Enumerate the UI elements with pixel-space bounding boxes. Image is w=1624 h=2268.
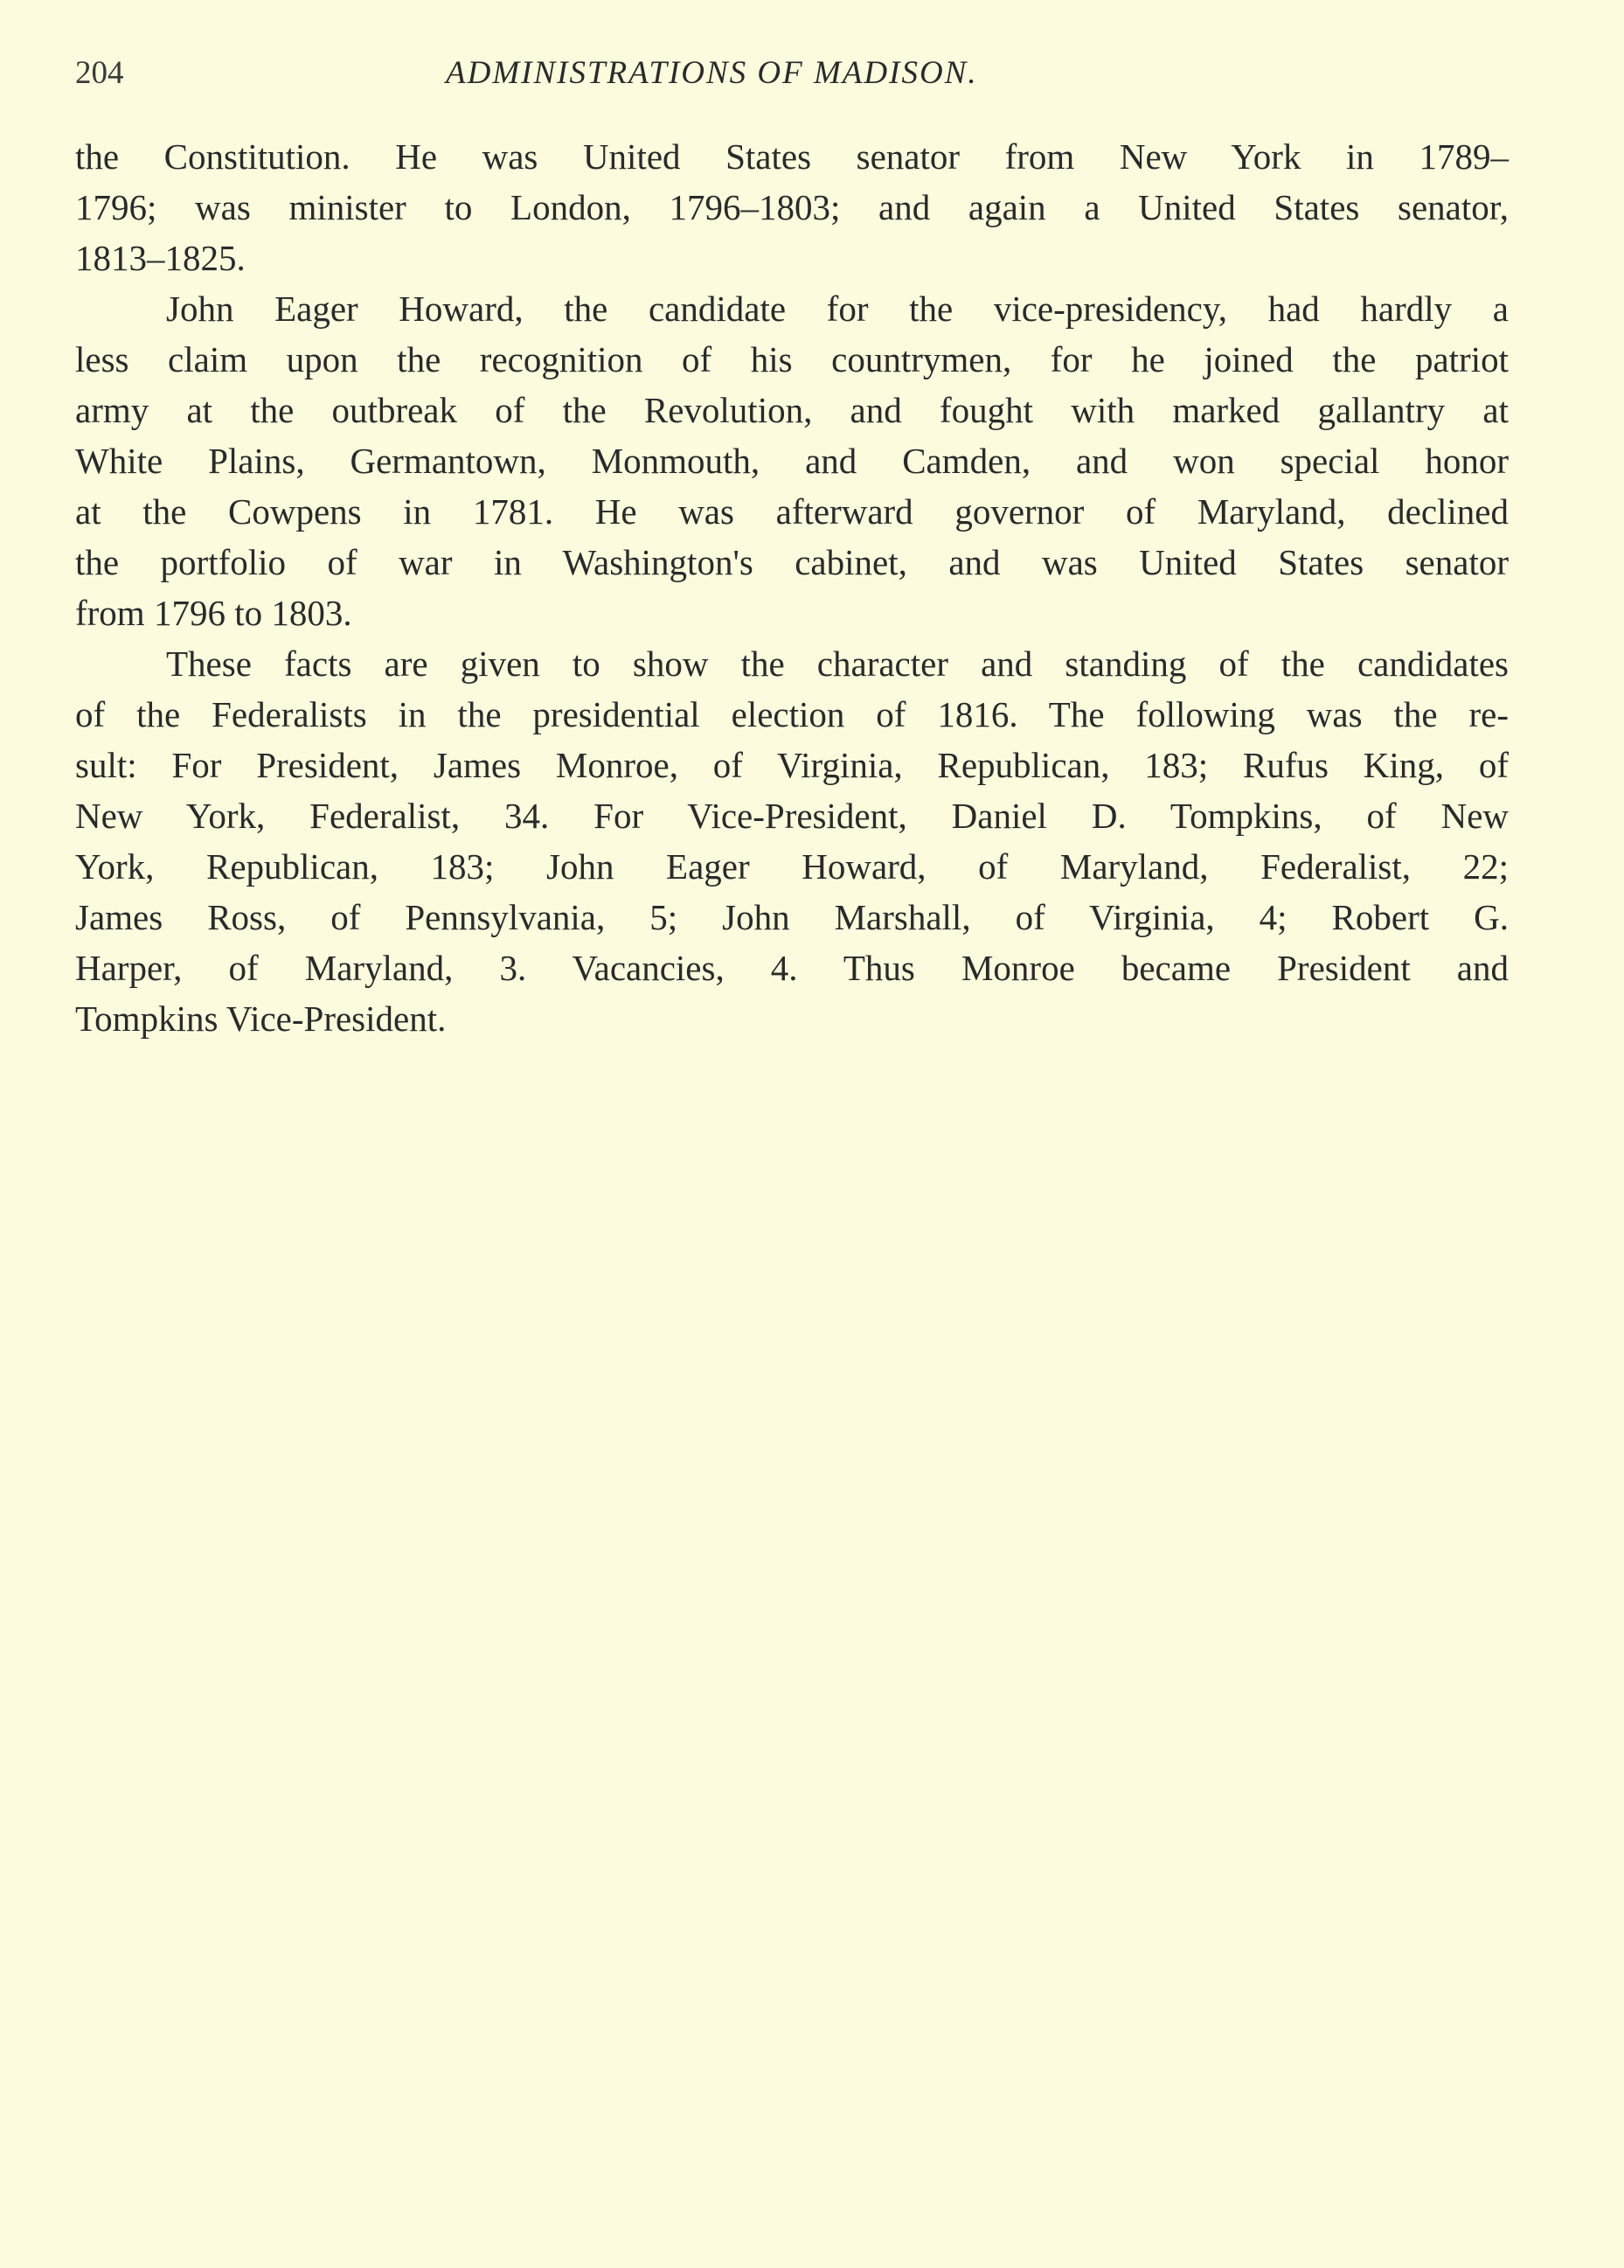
text-line: Harper, of Maryland, 3. Vacancies, 4. Thus Monroe became President and (75, 948, 1509, 988)
text-line: York, Republican, 183; John Eager Howard, of Maryland, Federalist, 22; (75, 846, 1509, 887)
text-line: the portfolio of war in Washington's cabinet, and was United States senator (75, 542, 1509, 582)
text-line: Tompkins Vice-President. (75, 998, 447, 1039)
page-number: 204 (75, 55, 124, 91)
text-line: John Eager Howard, the candidate for the vice-presidency, had hardly a (166, 289, 1509, 329)
paragraph-2 (75, 283, 1509, 638)
text-line: the Constitution. He was United States senator from New York in 1789– (75, 136, 1509, 177)
paragraph-1 (75, 131, 1509, 283)
text-line: army at the outbreak of the Revolution, and fought with marked gallantry at (75, 390, 1509, 430)
running-head (75, 54, 1509, 98)
paragraph-3 (75, 638, 1509, 1044)
text-line: These facts are given to show the character and standing of the candidates (166, 644, 1509, 684)
text-line: of the Federalists in the presidential election of 1816. The following was the re- (75, 694, 1509, 734)
text-line: from 1796 to 1803. (75, 593, 352, 633)
running-title: ADMINISTRATIONS OF MADISON. (446, 55, 978, 91)
body-text (75, 131, 1509, 1044)
text-line: less claim upon the recognition of his countrymen, for he joined the patriot (75, 339, 1509, 379)
text-line: 1796; was minister to London, 1796–1803; and again a United States senator, (75, 187, 1509, 227)
text-line: White Plains, Germantown, Monmouth, and Camden, and won special honor (75, 441, 1509, 481)
text-line: 1813–1825. (75, 238, 246, 278)
text-line: at the Cowpens in 1781. He was afterward governor of Maryland, declined (75, 491, 1509, 532)
text-line: James Ross, of Pennsylvania, 5; John Marshall, of Virginia, 4; Robert G. (75, 897, 1509, 937)
text-line: sult: For President, James Monroe, of Virginia, Republican, 183; Rufus King, of (75, 745, 1509, 785)
text-line: New York, Federalist, 34. For Vice-President, Daniel D. Tompkins, of New (75, 796, 1509, 836)
